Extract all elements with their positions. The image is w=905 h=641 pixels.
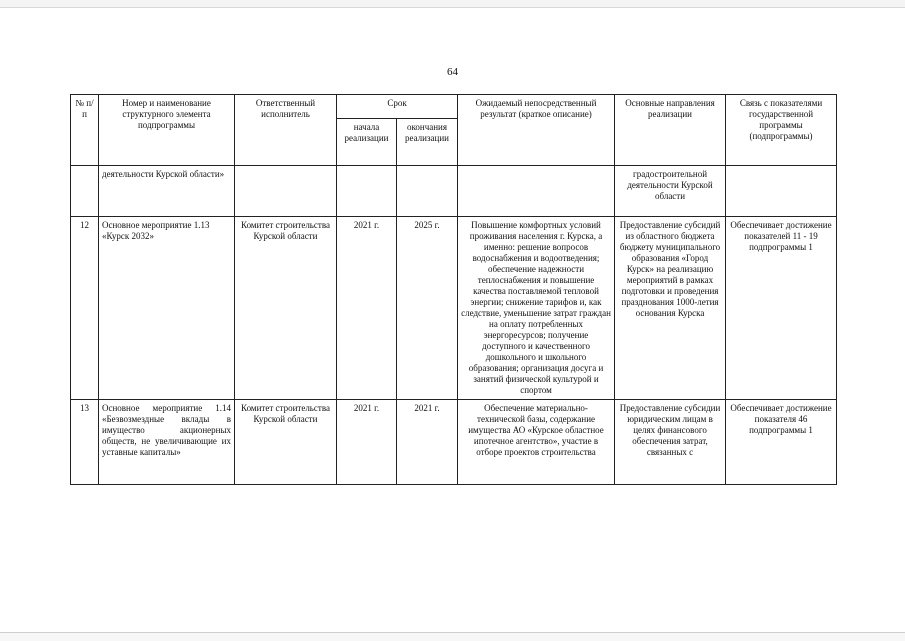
row-start — [337, 166, 397, 217]
row-executor: Комитет строительства Курской области — [235, 217, 337, 400]
header-num: № п/п — [71, 95, 99, 166]
header-name: Номер и наименование структурного элемента подпрограммы — [99, 95, 235, 166]
row-num — [71, 166, 99, 217]
header-executor: Ответственный исполнитель — [235, 95, 337, 166]
row-link: Обеспечивает достижение показателя 46 подпрограммы 1 — [726, 400, 837, 485]
row-start: 2021 г. — [337, 217, 397, 400]
row-start: 2021 г. — [337, 400, 397, 485]
page-number: 64 — [447, 66, 458, 78]
table-row — [71, 217, 837, 400]
subprogram-table — [70, 94, 837, 485]
row-result: Обеспечение материально-технической базы, содержание имущества АО «Курское областное ипотечное агентство», участие в отборе проектов строительства — [458, 400, 615, 485]
row-executor — [235, 166, 337, 217]
row-name: Основное мероприятие 1.14 «Безвозмездные вклады в имущество акционерных обществ, не увеличивающие их уставные капиталы» — [99, 400, 235, 485]
row-result: Повышение комфортных условий проживания населения г. Курска, а именно: решение вопросов водоснабжения и водоотведения; обеспечение надежности теплоснабжения и повышение качества поставляемой тепловой энергии; снижение тарифов и, как следствие, уменьшение затрат граждан на оплату потребленных энергоресурсов; получение доступного и качественного дошкольного и школьного образования; организация досуга и занятий физической культурой и спортом — [458, 217, 615, 400]
row-end — [397, 166, 458, 217]
row-executor: Комитет строительства Курской области — [235, 400, 337, 485]
header-term: Срок — [337, 95, 458, 119]
row-link — [726, 166, 837, 217]
row-num: 12 — [71, 217, 99, 400]
row-directions: градостроительной деятельности Курской области — [615, 166, 726, 217]
row-directions: Предоставление субсидий из областного бюджета бюджету муниципального образования «Город Курск» на реализацию мероприятий в рамках подготовки и проведения празднования 1000-летия основания Курска — [615, 217, 726, 400]
scan-top-edge — [0, 0, 905, 8]
header-result: Ожидаемый непосредственный результат (краткое описание) — [458, 95, 615, 166]
header-end: окончания реализации — [397, 119, 458, 166]
header-directions: Основные направления реализации — [615, 95, 726, 166]
row-end: 2025 г. — [397, 217, 458, 400]
header-start: начала реализации — [337, 119, 397, 166]
row-num: 13 — [71, 400, 99, 485]
row-link: Обеспечивает достижение показателей 11 - 19 подпрограммы 1 — [726, 217, 837, 400]
row-name: деятельности Курской области» — [99, 166, 235, 217]
table-row — [71, 400, 837, 485]
table-row — [71, 166, 837, 217]
row-name: Основное мероприятие 1.13 «Курск 2032» — [99, 217, 235, 400]
row-end: 2021 г. — [397, 400, 458, 485]
row-directions: Предоставление субсидии юридическим лицам в целях финансового обеспечения затрат, связанных с — [615, 400, 726, 485]
header-link: Связь с показателями государственной программы (подпрограммы) — [726, 95, 837, 166]
row-result — [458, 166, 615, 217]
header-row — [71, 95, 837, 119]
